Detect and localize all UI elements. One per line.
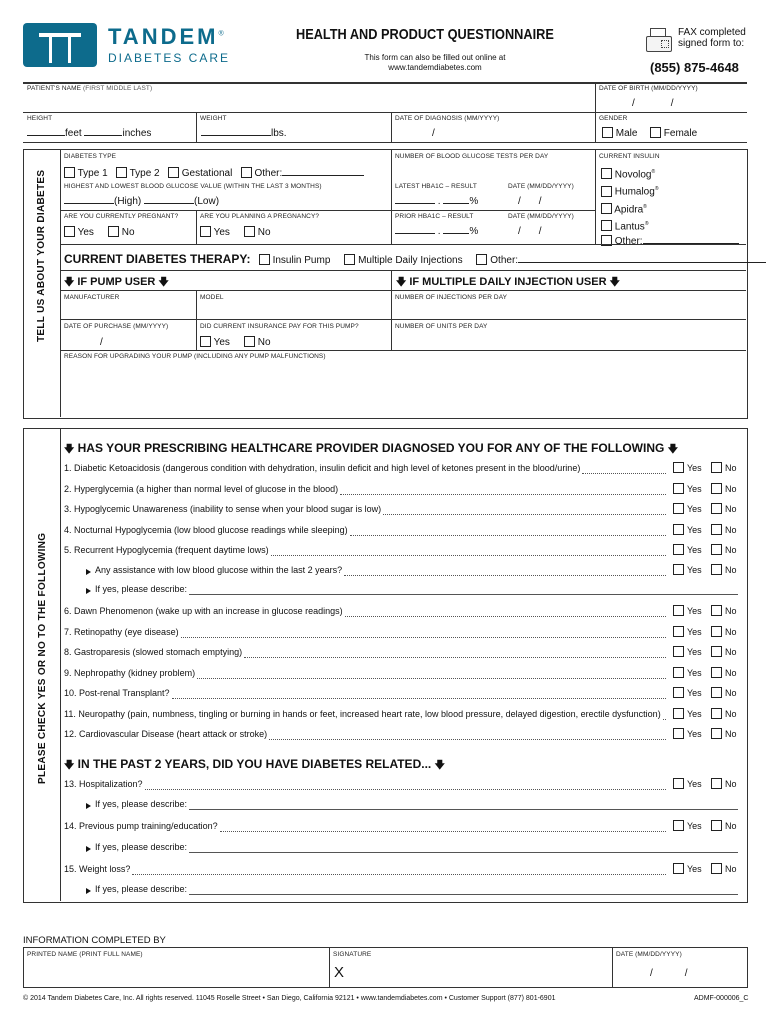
no-checkbox[interactable] <box>711 626 722 637</box>
down-arrow-icon: 🡇 <box>158 277 169 288</box>
humalog-checkbox[interactable] <box>601 186 612 197</box>
no-option[interactable]: No <box>711 863 737 874</box>
yes-checkbox[interactable] <box>673 564 684 575</box>
yes-option[interactable]: Yes <box>673 708 702 719</box>
units-label: NUMBER OF UNITS PER DAY <box>395 323 488 330</box>
no-checkbox[interactable] <box>711 564 722 575</box>
prior-a1c-date[interactable]: / / <box>518 226 542 237</box>
question-text: If yes, please describe: <box>95 842 188 852</box>
insulin-novolog[interactable]: Novolog® <box>601 165 739 182</box>
no-option[interactable]: No <box>711 708 737 719</box>
yes-option[interactable]: Yes <box>673 483 702 494</box>
logo-name: TANDEM® <box>108 24 227 49</box>
no-option[interactable]: No <box>711 564 737 575</box>
yes-option[interactable]: Yes <box>673 778 702 789</box>
planning-no-checkbox[interactable] <box>244 226 255 237</box>
hilo-label: HIGHEST AND LOWEST BLOOD GLUCOSE VALUE (WITHIN THE LAST 3 MONTHS) <box>64 183 322 190</box>
leader-dots <box>663 719 666 720</box>
no-checkbox[interactable] <box>711 667 722 678</box>
insurance-label: DID CURRENT INSURANCE PAY FOR THIS PUMP? <box>200 323 359 330</box>
question-text: 15. Weight loss? <box>64 864 131 874</box>
pregnant-yes[interactable]: Yes <box>64 226 94 238</box>
no-option[interactable]: No <box>711 646 737 657</box>
injections-label: NUMBER OF INJECTIONS PER DAY <box>395 294 508 301</box>
yes-checkbox[interactable] <box>673 544 684 555</box>
leader-dots <box>340 494 666 495</box>
insulin-lantus[interactable]: Lantus® <box>601 217 739 234</box>
yes-checkbox[interactable] <box>673 605 684 616</box>
male-checkbox[interactable] <box>602 127 613 138</box>
yes-checkbox[interactable] <box>673 483 684 494</box>
leader-dots <box>220 831 666 832</box>
upgrade-input[interactable] <box>62 362 744 415</box>
therapy-pump-checkbox[interactable] <box>259 254 270 265</box>
height-label: HEIGHT <box>27 115 53 122</box>
no-checkbox[interactable] <box>711 503 722 514</box>
weight-label: WEIGHT <box>200 115 227 122</box>
yes-option[interactable]: Yes <box>673 544 702 555</box>
following-side-label: PLEASE CHECK YES OR NO TO THE FOLLOWING <box>37 532 48 784</box>
question-text: If yes, please describe: <box>95 884 188 894</box>
down-arrow-icon: 🡇 <box>64 444 75 455</box>
no-option[interactable]: No <box>711 462 737 473</box>
pump-user-heading: 🡇 IF PUMP USER 🡇 <box>64 275 169 292</box>
gender-male[interactable]: Male <box>602 127 637 139</box>
no-checkbox[interactable] <box>711 524 722 535</box>
leader-dots <box>181 637 666 638</box>
leader-dots <box>197 678 666 679</box>
type2-option[interactable]: Type 2 <box>116 168 160 179</box>
question-text: 11. Neuropathy (pain, numbness, tingling or burning in hands or feet, increased heart rate, low blood pressure, delayed digestion, erectile dysfunction) <box>64 709 661 719</box>
no-option[interactable]: No <box>711 524 737 535</box>
describe-input[interactable] <box>189 894 738 895</box>
purchase-date-label: DATE OF PURCHASE (MM/YYYY) <box>64 323 169 330</box>
yes-option[interactable]: Yes <box>673 626 702 637</box>
type-other-option[interactable]: Other: <box>241 168 365 179</box>
yes-option[interactable]: Yes <box>673 863 702 874</box>
fax-note: FAX completed signed form to: <box>678 27 746 49</box>
logo-sub: DIABETES CARE <box>108 51 231 65</box>
diagnosis-label: DATE OF DIAGNOSIS (MM/YYYY) <box>395 115 500 122</box>
completion-heading: INFORMATION COMPLETED BY <box>23 935 166 946</box>
no-option[interactable]: No <box>711 778 737 789</box>
insulin-other[interactable]: Other: <box>601 234 739 249</box>
latest-a1c-date-label: DATE (MM/DD/YYYY) <box>508 183 574 190</box>
apidra-checkbox[interactable] <box>601 203 612 214</box>
question-text: 7. Retinopathy (eye disease) <box>64 627 179 637</box>
tandem-logo <box>23 23 97 67</box>
height-input[interactable]: feet inches <box>27 128 151 139</box>
leader-dots <box>350 535 666 536</box>
down-arrow-icon: 🡇 <box>64 760 75 771</box>
no-checkbox[interactable] <box>711 483 722 494</box>
latest-a1c-input[interactable]: . % <box>395 196 478 207</box>
model-label: MODEL <box>200 294 224 301</box>
signature-input[interactable]: X <box>334 964 345 981</box>
no-checkbox[interactable] <box>711 863 722 874</box>
question-text: If yes, please describe: <box>95 799 188 809</box>
leader-dots <box>345 616 666 617</box>
question-text: 12. Cardiovascular Disease (heart attack or stroke) <box>64 729 268 739</box>
diagnosis-input[interactable]: / <box>432 128 435 139</box>
yes-option[interactable]: Yes <box>673 820 702 831</box>
gender-label: GENDER <box>599 115 628 122</box>
leader-dots <box>132 874 666 875</box>
therapy-mdi[interactable]: Multiple Daily Injections <box>344 255 462 266</box>
printed-name-label: PRINTED NAME (PRINT FULL NAME) <box>27 951 143 958</box>
no-option[interactable]: No <box>711 728 737 739</box>
yes-checkbox[interactable] <box>673 687 684 698</box>
latest-a1c-label: LATEST HBA1C – RESULT <box>395 183 477 190</box>
past-years-heading: 🡇 IN THE PAST 2 YEARS, DID YOU HAVE DIABETES RELATED... 🡇 <box>64 757 445 775</box>
yes-checkbox[interactable] <box>673 667 684 678</box>
gestational-option[interactable]: Gestational <box>168 168 232 179</box>
fax-icon <box>646 28 672 52</box>
pregnant-no[interactable]: No <box>108 226 135 238</box>
gestational-checkbox[interactable] <box>168 167 179 178</box>
yes-checkbox[interactable] <box>673 728 684 739</box>
no-checkbox[interactable] <box>711 687 722 698</box>
question-text: 2. Hyperglycemia (a higher than normal level of glucose in the blood) <box>64 484 339 494</box>
pregnant-label: ARE YOU CURRENTLY PREGNANT? <box>64 213 179 220</box>
no-checkbox[interactable] <box>711 820 722 831</box>
yes-checkbox[interactable] <box>673 524 684 535</box>
no-checkbox[interactable] <box>711 605 722 616</box>
lantus-checkbox[interactable] <box>601 220 612 231</box>
question-text: 9. Nephropathy (kidney problem) <box>64 668 196 678</box>
yes-option[interactable]: Yes <box>673 524 702 535</box>
therapy-pump[interactable]: Insulin Pump <box>259 255 331 266</box>
insulin-humalog[interactable]: Humalog® <box>601 182 739 199</box>
insurance-yes-checkbox[interactable] <box>200 336 211 347</box>
leader-dots <box>145 789 666 790</box>
yes-option[interactable]: Yes <box>673 687 702 698</box>
describe-input[interactable] <box>189 809 738 810</box>
down-arrow-icon: 🡇 <box>667 444 678 455</box>
fax-number: (855) 875-4648 <box>650 60 739 75</box>
down-arrow-icon: 🡇 <box>396 277 407 288</box>
novolog-checkbox[interactable] <box>601 168 612 179</box>
yes-option[interactable]: Yes <box>673 605 702 616</box>
leader-dots <box>269 739 666 740</box>
type1-option[interactable]: Type 1 <box>64 168 108 179</box>
yes-checkbox[interactable] <box>673 462 684 473</box>
leader-dots <box>172 698 666 699</box>
planning-yes[interactable]: Yes <box>200 226 230 238</box>
yes-checkbox[interactable] <box>673 503 684 514</box>
leader-dots <box>344 575 666 576</box>
describe-input[interactable] <box>189 852 738 853</box>
question-text: 8. Gastroparesis (slowed stomach emptying) <box>64 647 243 657</box>
weight-input[interactable]: lbs. <box>201 128 287 139</box>
upgrade-label: REASON FOR UPGRADING YOUR PUMP (INCLUDING ANY PUMP MALFUNCTIONS) <box>64 353 326 360</box>
no-checkbox[interactable] <box>711 544 722 555</box>
therapy-label: CURRENT DIABETES THERAPY: <box>64 252 251 266</box>
down-arrow-icon: 🡇 <box>609 277 620 288</box>
therapy-row <box>64 252 766 266</box>
question-text: Any assistance with low blood glucose within the last 2 years? <box>95 565 343 575</box>
therapy-other-checkbox[interactable] <box>476 254 487 265</box>
yes-checkbox[interactable] <box>673 646 684 657</box>
gender-female[interactable]: Female <box>650 127 697 139</box>
no-checkbox[interactable] <box>711 462 722 473</box>
question-text: 13. Hospitalization? <box>64 779 143 789</box>
no-option[interactable]: No <box>711 687 737 698</box>
insulin-label: CURRENT INSULIN <box>599 153 660 160</box>
down-arrow-icon: 🡇 <box>64 277 75 288</box>
yes-checkbox[interactable] <box>673 863 684 874</box>
latest-a1c-date[interactable]: / / <box>518 196 542 207</box>
question-text: 5. Recurrent Hypoglycemia (frequent daytime lows) <box>64 545 269 555</box>
purchase-date-input[interactable]: / <box>100 337 103 348</box>
caret-right-icon <box>86 588 91 594</box>
insurance-no[interactable]: No <box>244 336 271 348</box>
diabetes-side-label: TELL US ABOUT YOUR DIABETES <box>36 169 47 342</box>
no-checkbox[interactable] <box>711 708 722 719</box>
planning-yes-checkbox[interactable] <box>200 226 211 237</box>
no-option[interactable]: No <box>711 820 737 831</box>
no-checkbox[interactable] <box>711 728 722 739</box>
question-text: 10. Post-renal Transplant? <box>64 688 170 698</box>
insurance-yes[interactable]: Yes <box>200 336 230 348</box>
printed-name-input[interactable] <box>25 962 325 984</box>
manufacturer-label: MANUFACTURER <box>64 294 120 301</box>
pregnant-no-checkbox[interactable] <box>108 226 119 237</box>
yes-option[interactable]: Yes <box>673 462 702 473</box>
prior-a1c-date-label: DATE (MM/DD/YYYY) <box>508 213 574 220</box>
no-option[interactable]: No <box>711 626 737 637</box>
question-text: 4. Nocturnal Hypoglycemia (low blood glucose readings while sleeping) <box>64 525 348 535</box>
footer-text: © 2014 Tandem Diabetes Care, Inc. All rights reserved. 11045 Roselle Street • San Diego, California 92121 • www.tandemdiabetes.com • Customer Support (877) 801-6901 <box>23 995 556 1002</box>
date-label: DATE (MM/DD/YYYY) <box>616 951 682 958</box>
caret-right-icon <box>86 888 91 894</box>
no-option[interactable]: No <box>711 605 737 616</box>
yes-option[interactable]: Yes <box>673 646 702 657</box>
insurance-no-checkbox[interactable] <box>244 336 255 347</box>
caret-right-icon <box>86 803 91 809</box>
no-option[interactable]: No <box>711 667 737 678</box>
dob-input[interactable]: / / <box>632 98 674 109</box>
no-checkbox[interactable] <box>711 778 722 789</box>
no-option[interactable]: No <box>711 503 737 514</box>
leader-dots <box>244 657 666 658</box>
yes-checkbox[interactable] <box>673 778 684 789</box>
question-text: 6. Dawn Phenomenon (wake up with an increase in glucose readings) <box>64 606 343 616</box>
hilo-input[interactable]: (High) (Low) <box>64 196 219 207</box>
diabetes-type-label: DIABETES TYPE <box>64 153 117 160</box>
planning-label: ARE YOU PLANNING A PREGNANCY? <box>200 213 320 220</box>
type1-checkbox[interactable] <box>64 167 75 178</box>
therapy-mdi-checkbox[interactable] <box>344 254 355 265</box>
no-option[interactable]: No <box>711 544 737 555</box>
page-title: HEALTH AND PRODUCT QUESTIONNAIRE <box>296 26 554 43</box>
down-arrow-icon: 🡇 <box>434 760 445 771</box>
yes-checkbox[interactable] <box>673 820 684 831</box>
insulin-apidra[interactable]: Apidra® <box>601 200 739 217</box>
yes-checkbox[interactable] <box>673 626 684 637</box>
bg-tests-label: NUMBER OF BLOOD GLUCOSE TESTS PER DAY <box>395 153 549 160</box>
dob-label: DATE OF BIRTH (MM/DD/YYYY) <box>599 85 698 92</box>
type2-checkbox[interactable] <box>116 167 127 178</box>
leader-dots <box>271 555 666 556</box>
following-heading: 🡇 HAS YOUR PRESCRIBING HEALTHCARE PROVIDER DIAGNOSED YOU FOR ANY OF THE FOLLOWING 🡇 <box>64 441 678 459</box>
yes-option[interactable]: Yes <box>673 728 702 739</box>
leader-dots <box>582 473 666 474</box>
question-text: 14. Previous pump training/education? <box>64 821 218 831</box>
diabetes-type-options <box>64 167 364 179</box>
caret-right-icon <box>86 846 91 852</box>
question-text: 3. Hypoglycemic Unawareness (inability to sense when your blood sugar is low) <box>64 504 382 514</box>
yes-option[interactable]: Yes <box>673 667 702 678</box>
insulin-list <box>601 165 739 249</box>
planning-no[interactable]: No <box>244 226 271 238</box>
online-note: This form can also be filled out online at www.tandemdiabetes.com <box>364 53 506 72</box>
patient-name-label: PATIENT'S NAME (FIRST MIDDLE LAST) <box>27 85 153 92</box>
type-other-checkbox[interactable] <box>241 167 252 178</box>
mdi-user-heading: 🡇 IF MULTIPLE DAILY INJECTION USER 🡇 <box>396 275 620 292</box>
date-input[interactable]: / / <box>650 968 688 979</box>
caret-right-icon <box>86 569 91 575</box>
signature-label: SIGNATURE <box>333 951 372 958</box>
question-text: 1. Diabetic Ketoacidosis (dangerous condition with dehydration, insulin deficit and high level of ketones present in the blood/urine) <box>64 463 581 473</box>
female-checkbox[interactable] <box>650 127 661 138</box>
leader-dots <box>383 514 666 515</box>
describe-input[interactable] <box>189 594 738 595</box>
question-text: If yes, please describe: <box>95 584 188 594</box>
yes-option[interactable]: Yes <box>673 503 702 514</box>
no-option[interactable]: No <box>711 483 737 494</box>
therapy-other[interactable]: Other: <box>476 255 766 266</box>
yes-option[interactable]: Yes <box>673 564 702 575</box>
pregnant-yes-checkbox[interactable] <box>64 226 75 237</box>
form-code: ADMF-000006_C <box>694 995 749 1002</box>
no-checkbox[interactable] <box>711 646 722 657</box>
prior-a1c-label: PRIOR HBA1C – RESULT <box>395 213 474 220</box>
prior-a1c-input[interactable]: . % <box>395 226 478 237</box>
yes-checkbox[interactable] <box>673 708 684 719</box>
